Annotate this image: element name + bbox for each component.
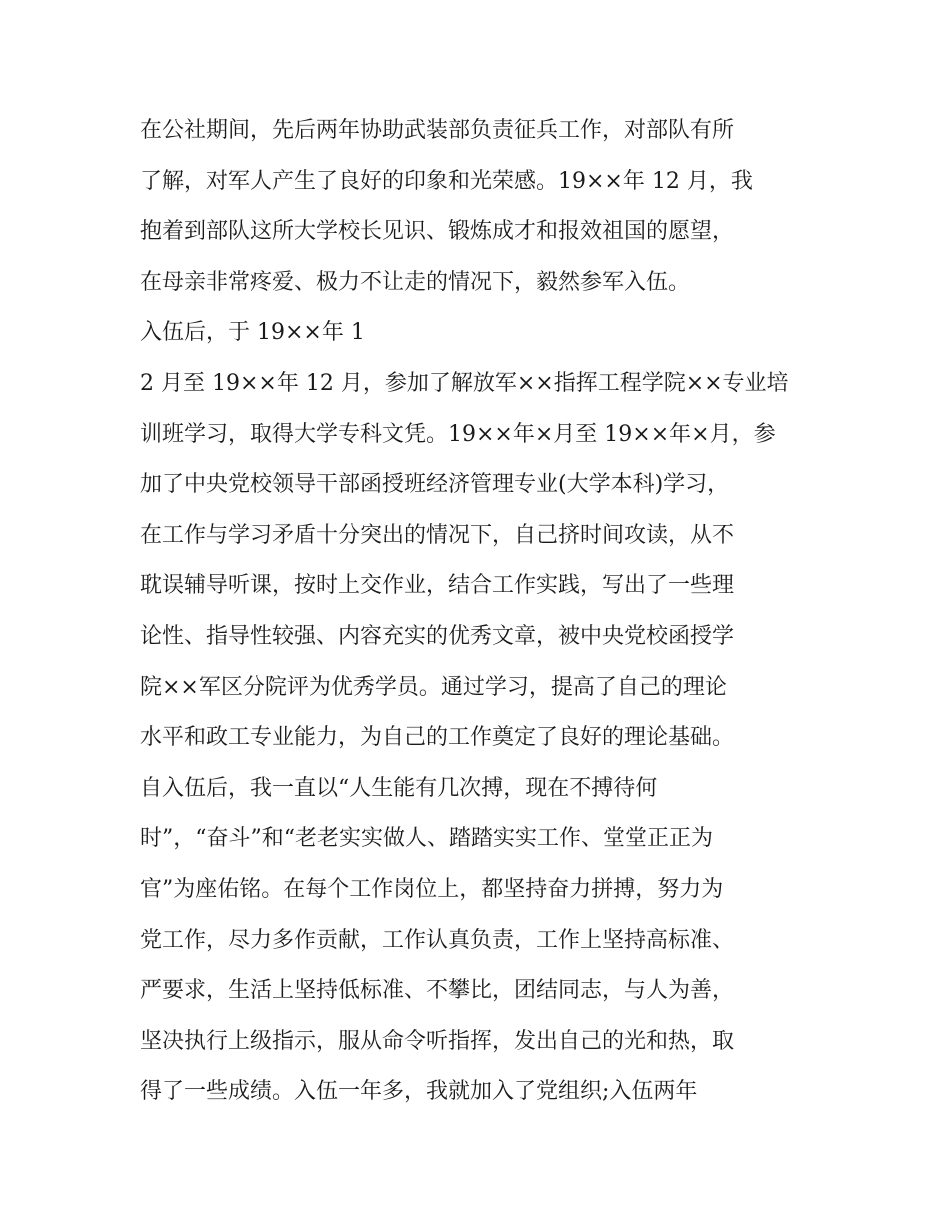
text-line-9: 在工作与学习矛盾十分突出的情况下，自己挤时间攻读，从不 (140, 522, 735, 548)
text-line-8: 加了中央党校领导干部函授班经济管理专业(大学本科)学习， (140, 472, 730, 498)
text-line-13: 水平和政工专业能力，为自己的工作奠定了良好的理论基础。 (140, 725, 735, 751)
text-line-19: 坚决执行上级指示，服从命令听指挥，发出自己的光和热，取 (140, 1028, 735, 1054)
text-line-7: 训班学习，取得大学专科文凭。19××年×月至 19××年×月，参 (140, 421, 776, 447)
text-line-6: 2 月至 19××年 12 月，参加了解放军××指挥工程学院××专业培 (140, 370, 789, 396)
text-line-18: 严要求，生活上坚持低标准、不攀比，团结同志，与人为善， (140, 978, 735, 1004)
text-line-16: 官”为座佑铭。在每个工作岗位上，都坚持奋力拼搏，努力为 (140, 876, 724, 902)
text-line-20: 得了一些成绩。入伍一年多，我就加入了党组织;入伍两年 (140, 1079, 698, 1105)
text-line-12: 院××军区分院评为优秀学员。通过学习，提高了自己的理论 (140, 674, 727, 700)
body-text (140, 106, 830, 1118)
text-line-5: 入伍后，于 19××年 1 (140, 320, 365, 346)
text-line-2: 了解，对军人产生了良好的印象和光荣感。19××年 12 月，我 (140, 168, 753, 194)
text-line-1: 在公社期间，先后两年协助武装部负责征兵工作，对部队有所 (140, 118, 735, 143)
text-line-4: 在母亲非常疼爱、极力不让走的情况下，毅然参军入伍。 (140, 269, 691, 295)
text-line-14: 自入伍后，我一直以“人生能有几次搏，现在不搏待何 (140, 775, 658, 801)
text-line-10: 耽误辅导听课，按时上交作业，结合工作实践，写出了一些理 (140, 573, 735, 599)
text-line-3: 抱着到部队这所大学校长见识、锻炼成才和报效祖国的愿望， (140, 219, 735, 245)
text-line-15: 时”，“奋斗”和“老老实实做人、踏踏实实工作、堂堂正正为 (140, 826, 713, 852)
text-line-17: 党工作，尽力多作贡献，工作认真负责，工作上坚持高标准、 (140, 927, 735, 953)
text-line-11: 论性、指导性较强、内容充实的优秀文章，被中央党校函授学 (140, 623, 735, 649)
